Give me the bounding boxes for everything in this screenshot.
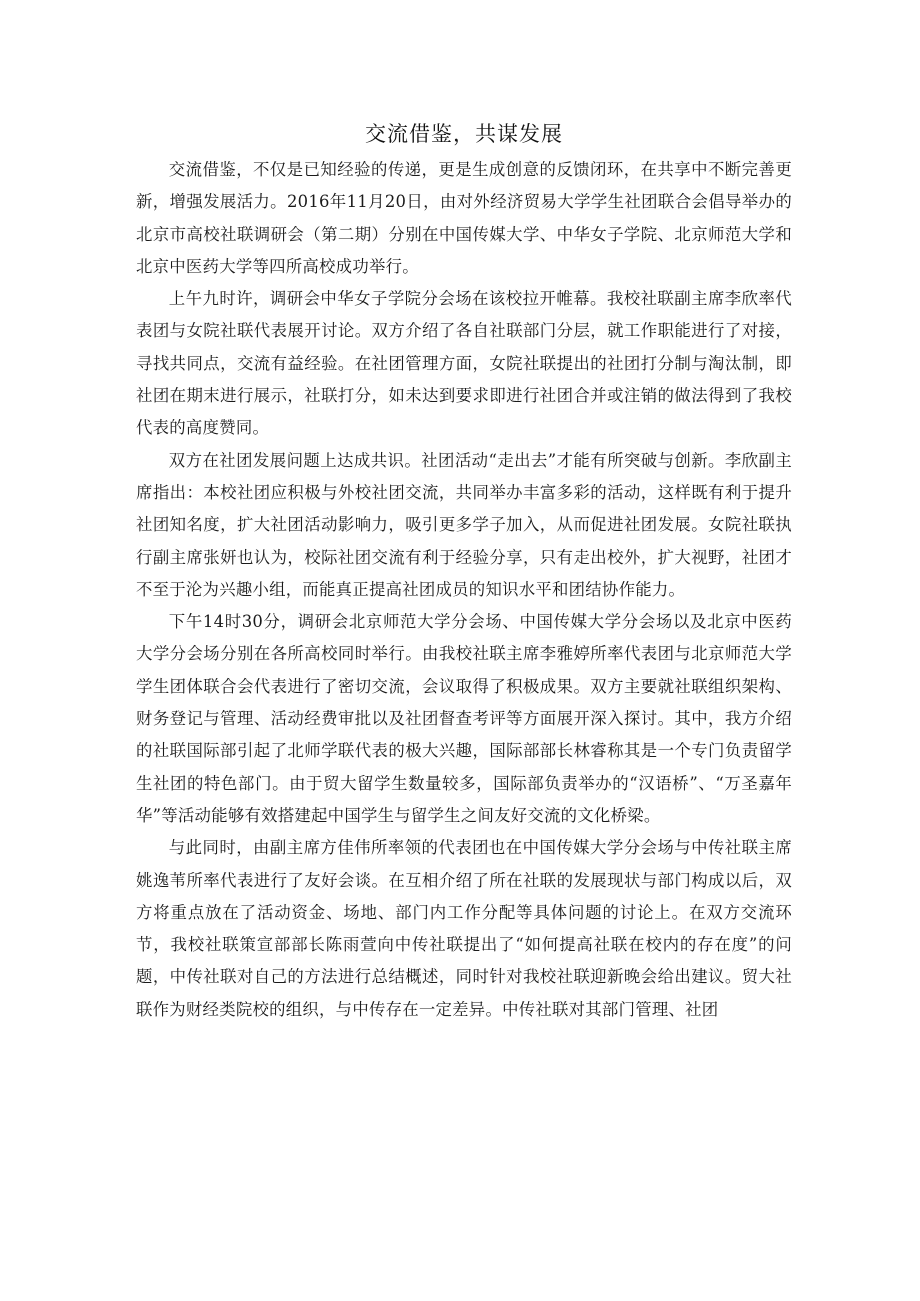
paragraph-2: 上午九时许，调研会中华女子学院分会场在该校拉开帷幕。我校社联副主席李欣率代表团与女院社联代表展开讨论。双方介绍了各自社联部门分层，就工作职能进行了对接，寻找共同点，交流有益经验。在社团管理方面，女院社联提出的社团打分制与淘汰制，即社团在期末进行展示，社联打分，如未达到要求即进行社团合并或注销的做法得到了我校代表的高度赞同。 — [136, 289, 792, 438]
paragraph-4: 下午14时30分，调研会北京师范大学分会场、中国传媒大学分会场以及北京中医药大学分会场分别在各所高校同时举行。由我校社联主席李雅婷所率代表团与北京师范大学学生团体联合会代表进行了密切交流，会议取得了积极成果。双方主要就社联组织架构、财务登记与管理、活动经费审批以及社团督查考评等方面展开深入探讨。其中，我方介绍的社联国际部引起了北师学联代表的极大兴趣，国际部部长林睿称其是一个专门负责留学生社团的特色部门。由于贸大留学生数量较多，国际部负责举办的“汉语桥”、“万圣嘉年华”等活动能够有效搭建起中国学生与留学生之间友好交流的文化桥梁。 — [136, 612, 792, 825]
document-page — [136, 118, 792, 1026]
paragraph-5: 与此同时，由副主席方佳伟所率领的代表团也在中国传媒大学分会场与中传社联主席姚逸苇所率代表进行了友好会谈。在互相介绍了所在社联的发展现状与部门构成以后，双方将重点放在了活动资金、场地、部门内工作分配等具体问题的讨论上。在双方交流环节，我校社联策宣部部长陈雨萱向中传社联提出了“如何提高社联在校内的存在度”的问题，中传社联对自己的方法进行总结概述，同时针对我校社联迎新晚会给出建议。贸大社联作为财经类院校的组织，与中传存在一定差异。中传社联对其部门管理、社团 — [136, 838, 792, 1019]
paragraph-1: 交流借鉴，不仅是已知经验的传递，更是生成创意的反馈闭环，在共享中不断完善更新，增强发展活力。2016年11月20日，由对外经济贸易大学学生社团联合会倡导举办的北京市高校社联调研会（第二期）分别在中国传媒大学、中华女子学院、北京师范大学和北京中医药大学等四所高校成功举行。 — [136, 160, 792, 276]
paragraph-3: 双方在社团发展问题上达成共识。社团活动“走出去”才能有所突破与创新。李欣副主席指出：本校社团应积极与外校社团交流，共同举办丰富多彩的活动，这样既有利于提升社团知名度，扩大社团活动影响力，吸引更多学子加入，从而促进社团发展。女院社联执行副主席张妍也认为，校际社团交流有利于经验分享，只有走出校外，扩大视野，社团才不至于沦为兴趣小组，而能真正提高社团成员的知识水平和团结协作能力。 — [136, 450, 792, 599]
document-title: 交流借鉴，共谋发展 — [365, 122, 563, 146]
